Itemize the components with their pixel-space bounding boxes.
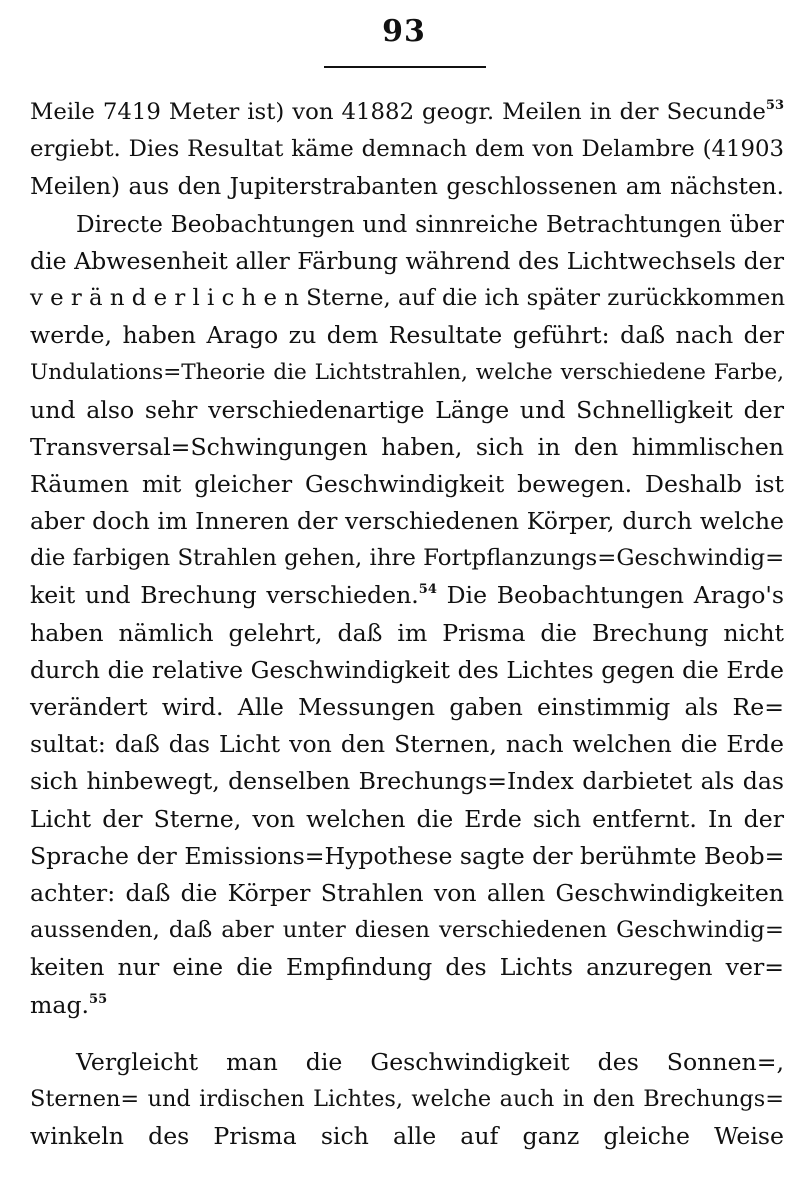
text-line: haben nämlich gelehrt, daß im Prisma die Brechung nicht [30, 618, 784, 647]
text-line: die farbigen Strahlen gehen, ihre Fortpflanzungs=Geschwindig= [30, 545, 785, 572]
text-line: Sternen= und irdischen Lichtes, welche auch in den Brechungs= [30, 1085, 784, 1112]
text-line: Directe Beobachtungen und sinnreiche Betrachtungen über [76, 210, 784, 238]
text-line: mag.$^{55}$ [30, 990, 108, 1019]
footnote-marker[interactable]: 54 [418, 582, 437, 598]
text-line: ergiebt. Dies Resultat käme demnach dem von Delambre (41903 [30, 136, 784, 163]
body-text [30, 94, 784, 1155]
header-rule [324, 66, 486, 68]
footnote-marker[interactable]: 53 [765, 98, 784, 113]
text-line: Räumen mit gleicher Geschwindigkeit bewegen. Deshalb ist [30, 469, 784, 498]
text-line: Meilen) aus den Jupiterstrabanten geschlossenen am nächsten. [30, 173, 784, 201]
text-line: winkeln des Prisma sich alle auf ganz gleiche Weise [30, 1122, 784, 1151]
text-line: keiten nur eine die Empfindung des Lichts anzuregen ver= [30, 953, 784, 982]
text-line: aber doch im Inneren der verschiedenen Körper, durch welche [30, 507, 784, 536]
text-line: die Abwesenheit aller Färbung während des Lichtwechsels der [30, 246, 784, 275]
text-line: Sprache der Emissions=Hypothese sagte der berühmte Beob= [30, 841, 785, 870]
text-line: Vergleicht man die Geschwindigkeit des Sonnen=, [76, 1047, 784, 1076]
paragraph-gap [30, 1024, 784, 1044]
page-number: 93 [382, 14, 426, 49]
text-line: v e r ä n d e r l i c h e n Sterne, auf die ich später zurückkommen [30, 284, 786, 311]
text-line: durch die relative Geschwindigkeit des Lichtes gegen die Erde [30, 655, 784, 684]
text-line: und also sehr verschiedenartige Länge und Schnelligkeit der [30, 395, 784, 424]
text-line: Undulations=Theorie die Lichtstrahlen, welche verschiedene Farbe, [30, 360, 784, 386]
text-line: werde, haben Arago zu dem Resultate geführt: daß nach der [30, 321, 784, 350]
text-line: Licht der Sterne, von welchen die Erde sich entfernt. In der [30, 804, 784, 833]
text-line: Meile 7419 Meter ist) von 41882 geogr. Meilen in der Secunde$^{53}$ [30, 98, 784, 125]
footnote-marker[interactable]: 55 [89, 991, 108, 1007]
text-line: verändert wird. Alle Messungen gaben einstimmig als Re= [30, 693, 784, 721]
text-line: Transversal=Schwingungen haben, sich in den himmlischen [30, 432, 784, 461]
text-line: sultat: daß das Licht von den Sternen, nach welchen die Erde [30, 730, 784, 759]
text-line: sich hinbewegt, denselben Brechungs=Index darbietet als das [30, 767, 784, 796]
text-line: aussenden, daß aber unter diesen verschiedenen Geschwindig= [30, 917, 784, 944]
text-line: achter: daß die Körper Strahlen von allen Geschwindigkeiten [30, 878, 784, 907]
text-line: keit und Brechung verschieden.$^{54}$ Die Beobachtungen Arago's [30, 581, 784, 610]
